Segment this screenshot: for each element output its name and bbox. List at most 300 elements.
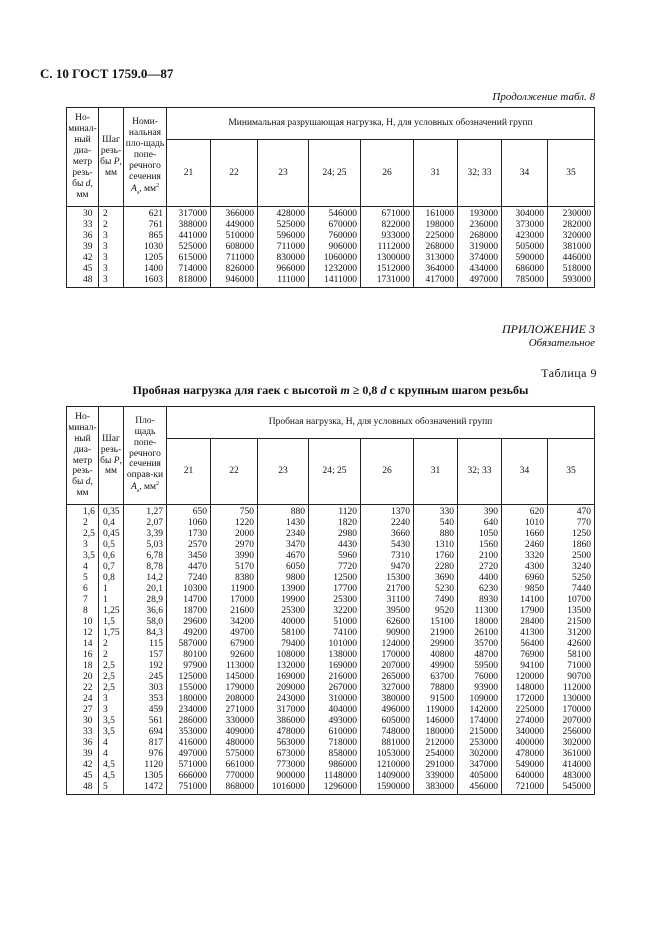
cell-load: 340000: [502, 727, 548, 738]
cell-area: 1205: [124, 253, 167, 264]
head-diameter: Но-минал-ный диа-метр резь-бы d, мм: [67, 108, 99, 207]
cell-load: 58100: [548, 650, 595, 661]
cell-load: 5170: [211, 562, 258, 573]
cell-load: 7310: [361, 551, 414, 562]
cell-load: 596000: [258, 231, 309, 242]
cell-load: 49700: [211, 628, 258, 639]
cell-load: 434000: [458, 264, 502, 275]
cell-pitch: 4: [99, 738, 124, 749]
cell-load: 59500: [458, 661, 502, 672]
cell-load: 267000: [309, 683, 361, 694]
cell-load: 18700: [167, 606, 211, 617]
cell-load: 56400: [502, 639, 548, 650]
cell-load: 661000: [211, 760, 258, 771]
cell-load: 1060000: [309, 253, 361, 264]
cell-load: 63700: [414, 672, 458, 683]
cell-load: 330000: [211, 716, 258, 727]
cell-load: 112000: [548, 683, 595, 694]
cell-load: 818000: [167, 275, 211, 287]
cell-load: 590000: [502, 253, 548, 264]
table-row: [67, 617, 595, 628]
cell-load: 125000: [167, 672, 211, 683]
cell-load: 327000: [361, 683, 414, 694]
cell-load: 120000: [502, 672, 548, 683]
cell-load: 374000: [458, 253, 502, 264]
cell-area: 1400: [124, 264, 167, 275]
cell-load: 3450: [167, 551, 211, 562]
cell-load: 62600: [361, 617, 414, 628]
cell-load: 7720: [309, 562, 361, 573]
cell-load: 3470: [258, 540, 309, 551]
head-area: Пло-щадь попе-речного сечения оправ-ки $A_s$, $мм^2$: [124, 407, 167, 505]
cell-area: 694: [124, 727, 167, 738]
cell-load: 483000: [548, 771, 595, 782]
cell-load: 198000: [414, 220, 458, 231]
cell-pitch: 3: [99, 242, 124, 253]
cell-load: 5430: [361, 540, 414, 551]
cell-area: 976: [124, 749, 167, 760]
cell-diameter: 3,5: [67, 551, 99, 562]
cell-diameter: 6: [67, 584, 99, 595]
cell-load: 268000: [414, 242, 458, 253]
cell-load: 361000: [548, 749, 595, 760]
cell-pitch: 3: [99, 275, 124, 287]
cell-load: 373000: [502, 220, 548, 231]
cell-load: 1411000: [309, 275, 361, 287]
cell-load: 145000: [211, 672, 258, 683]
cell-load: 7490: [414, 595, 458, 606]
cell-load: 721000: [502, 782, 548, 794]
cell-load: 14700: [167, 595, 211, 606]
cell-pitch: 2,5: [99, 661, 124, 672]
cell-diameter: 33: [67, 727, 99, 738]
cell-load: 470: [548, 505, 595, 518]
cell-load: 207000: [361, 661, 414, 672]
cell-diameter: 3: [67, 540, 99, 551]
cell-load: 169000: [258, 672, 309, 683]
cell-load: 1731000: [361, 275, 414, 287]
cell-load: 253000: [458, 738, 502, 749]
page-header: С. 10 ГОСТ 1759.0—87: [40, 66, 174, 81]
cell-diameter: 33: [67, 220, 99, 231]
cell-load: 180000: [414, 727, 458, 738]
cell-load: 124000: [361, 639, 414, 650]
cell-diameter: 8: [67, 606, 99, 617]
cell-load: 225000: [414, 231, 458, 242]
cell-load: 906000: [309, 242, 361, 253]
cell-load: 1053000: [361, 749, 414, 760]
cell-load: 2720: [458, 562, 502, 573]
cell-load: 78800: [414, 683, 458, 694]
cell-diameter: 30: [67, 716, 99, 727]
cell-load: 1310: [414, 540, 458, 551]
cell-load: 148000: [502, 683, 548, 694]
table-row: [67, 518, 595, 529]
cell-diameter: 4: [67, 562, 99, 573]
table-continuation-note: Продолжение табл. 8: [492, 91, 595, 103]
cell-load: 58100: [258, 628, 309, 639]
class-header-2: 22: [211, 439, 258, 505]
cell-load: 2340: [258, 529, 309, 540]
cell-load: 1050: [458, 529, 502, 540]
cell-load: 404000: [309, 705, 361, 716]
cell-load: 9470: [361, 562, 414, 573]
cell-diameter: 18: [67, 661, 99, 672]
cell-load: 5250: [548, 573, 595, 584]
head-group-title: Минимальная разрушающая нагрузка, Н, для условных обозначений групп: [167, 108, 595, 140]
cell-load: 17000: [211, 595, 258, 606]
cell-load: 291000: [414, 760, 458, 771]
cell-load: 21900: [414, 628, 458, 639]
cell-diameter: 1,6: [67, 505, 99, 518]
cell-load: 409000: [211, 727, 258, 738]
cell-load: 49200: [167, 628, 211, 639]
cell-pitch: 4,5: [99, 771, 124, 782]
cell-load: 826000: [211, 264, 258, 275]
cell-area: 6,78: [124, 551, 167, 562]
class-header-6: 31: [414, 439, 458, 505]
cell-load: 132000: [258, 661, 309, 672]
cell-load: 549000: [502, 760, 548, 771]
cell-load: 172000: [502, 694, 548, 705]
cell-load: 138000: [309, 650, 361, 661]
cell-pitch: 3: [99, 705, 124, 716]
table-row: [67, 705, 595, 716]
cell-load: 605000: [361, 716, 414, 727]
cell-load: 302000: [548, 738, 595, 749]
cell-diameter: 48: [67, 782, 99, 794]
cell-load: 2000: [211, 529, 258, 540]
cell-load: 2500: [548, 551, 595, 562]
cell-area: 1030: [124, 242, 167, 253]
table-8-body: [67, 207, 595, 288]
cell-pitch: 3,5: [99, 716, 124, 727]
cell-load: 28400: [502, 617, 548, 628]
cell-load: 946000: [211, 275, 258, 287]
cell-load: 11300: [458, 606, 502, 617]
cell-load: 493000: [309, 716, 361, 727]
cell-pitch: 2,5: [99, 672, 124, 683]
cell-load: 1120: [309, 505, 361, 518]
cell-load: 5960: [309, 551, 361, 562]
cell-pitch: 1,5: [99, 617, 124, 628]
cell-diameter: 2: [67, 518, 99, 529]
cell-load: 313000: [414, 253, 458, 264]
table-row: [67, 771, 595, 782]
cell-load: 2970: [211, 540, 258, 551]
cell-load: 14100: [502, 595, 548, 606]
cell-load: 119000: [414, 705, 458, 716]
cell-load: 8380: [211, 573, 258, 584]
cell-load: 193000: [458, 207, 502, 220]
cell-load: 282000: [548, 220, 595, 231]
cell-diameter: 14: [67, 639, 99, 650]
cell-load: 91500: [414, 694, 458, 705]
cell-area: 1305: [124, 771, 167, 782]
cell-load: 1590000: [361, 782, 414, 794]
cell-load: 26100: [458, 628, 502, 639]
cell-load: 274000: [502, 716, 548, 727]
cell-load: 161000: [414, 207, 458, 220]
cell-area: 115: [124, 639, 167, 650]
cell-load: 505000: [502, 242, 548, 253]
cell-load: 155000: [167, 683, 211, 694]
cell-load: 17700: [309, 584, 361, 595]
appendix-title: ПРИЛОЖЕНИЕ 3: [502, 322, 595, 336]
cell-area: 5,03: [124, 540, 167, 551]
cell-load: 339000: [414, 771, 458, 782]
cell-load: 2280: [414, 562, 458, 573]
cell-load: 4430: [309, 540, 361, 551]
cell-area: 353: [124, 694, 167, 705]
cell-load: 718000: [309, 738, 361, 749]
cell-area: 20,1: [124, 584, 167, 595]
table-8: [66, 107, 595, 288]
cell-load: 497000: [458, 275, 502, 287]
cell-load: 449000: [211, 220, 258, 231]
cell-load: 3240: [548, 562, 595, 573]
cell-load: 317000: [258, 705, 309, 716]
cell-load: 880: [258, 505, 309, 518]
cell-load: 545000: [548, 782, 595, 794]
cell-load: 4670: [258, 551, 309, 562]
cell-load: 25300: [309, 595, 361, 606]
cell-load: 1760: [414, 551, 458, 562]
cell-load: 76000: [458, 672, 502, 683]
cell-load: 230000: [548, 207, 595, 220]
cell-area: 157: [124, 650, 167, 661]
cell-load: 41300: [502, 628, 548, 639]
cell-diameter: 27: [67, 705, 99, 716]
cell-load: 9800: [258, 573, 309, 584]
cell-load: 2570: [167, 540, 211, 551]
table-row: [67, 562, 595, 573]
cell-load: 29900: [414, 639, 458, 650]
cell-pitch: 2: [99, 220, 124, 231]
cell-load: 525000: [167, 242, 211, 253]
cell-load: 21600: [211, 606, 258, 617]
class-header-8: 34: [502, 439, 548, 505]
table-row: [67, 529, 595, 540]
cell-load: 4470: [167, 562, 211, 573]
cell-load: 640000: [502, 771, 548, 782]
cell-load: 3320: [502, 551, 548, 562]
cell-area: 621: [124, 207, 167, 220]
cell-area: 192: [124, 661, 167, 672]
cell-diameter: 42: [67, 760, 99, 771]
cell-load: 1250: [548, 529, 595, 540]
cell-load: 711000: [258, 242, 309, 253]
cell-load: 243000: [258, 694, 309, 705]
cell-load: 174000: [458, 716, 502, 727]
cell-load: 208000: [211, 694, 258, 705]
cell-load: 770000: [211, 771, 258, 782]
table-9-body: [67, 505, 595, 795]
table-row: [67, 207, 595, 220]
table-9-label: Таблица 9: [541, 366, 597, 380]
cell-load: 6960: [502, 573, 548, 584]
cell-load: 9850: [502, 584, 548, 595]
table-row: [67, 220, 595, 231]
cell-pitch: 3: [99, 253, 124, 264]
cell-load: 320000: [548, 231, 595, 242]
table-row: [67, 650, 595, 661]
cell-load: 310000: [309, 694, 361, 705]
cell-pitch: 3: [99, 231, 124, 242]
cell-load: 40800: [414, 650, 458, 661]
appendix-status: Обязательное: [528, 337, 595, 349]
cell-load: 933000: [361, 231, 414, 242]
cell-load: 6050: [258, 562, 309, 573]
cell-load: 563000: [258, 738, 309, 749]
cell-pitch: 1: [99, 595, 124, 606]
cell-area: 1120: [124, 760, 167, 771]
cell-load: 6230: [458, 584, 502, 595]
cell-load: 510000: [211, 231, 258, 242]
cell-load: 79400: [258, 639, 309, 650]
cell-load: 92600: [211, 650, 258, 661]
table-row: [67, 683, 595, 694]
cell-load: 215000: [458, 727, 502, 738]
cell-load: 593000: [548, 275, 595, 287]
cell-load: 304000: [502, 207, 548, 220]
table-row: [67, 505, 595, 518]
cell-load: 225000: [502, 705, 548, 716]
table-row: [67, 551, 595, 562]
table-row: [67, 694, 595, 705]
cell-load: 347000: [458, 760, 502, 771]
cell-load: 714000: [167, 264, 211, 275]
cell-load: 170000: [361, 650, 414, 661]
table-9: [66, 406, 595, 795]
cell-load: 3660: [361, 529, 414, 540]
table-row: [67, 738, 595, 749]
cell-area: 3,39: [124, 529, 167, 540]
cell-load: 364000: [414, 264, 458, 275]
cell-load: 1370: [361, 505, 414, 518]
cell-pitch: 2: [99, 650, 124, 661]
cell-load: 1010: [502, 518, 548, 529]
cell-load: 353000: [167, 727, 211, 738]
cell-load: 417000: [414, 275, 458, 287]
cell-load: 265000: [361, 672, 414, 683]
cell-load: 900000: [258, 771, 309, 782]
cell-load: 366000: [211, 207, 258, 220]
cell-load: 666000: [167, 771, 211, 782]
table-row: [67, 782, 595, 794]
cell-diameter: 39: [67, 749, 99, 760]
cell-diameter: 48: [67, 275, 99, 287]
class-header-6: 31: [414, 140, 458, 207]
cell-load: 12500: [309, 573, 361, 584]
cell-load: 540: [414, 518, 458, 529]
cell-load: 1860: [548, 540, 595, 551]
table-row: [67, 573, 595, 584]
cell-load: 1210000: [361, 760, 414, 771]
cell-pitch: 1: [99, 584, 124, 595]
cell-load: 169000: [309, 661, 361, 672]
cell-load: 2100: [458, 551, 502, 562]
cell-load: 180000: [167, 694, 211, 705]
table-row: [67, 749, 595, 760]
cell-load: 51000: [309, 617, 361, 628]
cell-load: 1512000: [361, 264, 414, 275]
cell-diameter: 12: [67, 628, 99, 639]
cell-pitch: 4,5: [99, 760, 124, 771]
cell-load: 4400: [458, 573, 502, 584]
cell-load: 386000: [258, 716, 309, 727]
class-header-9: 35: [548, 439, 595, 505]
cell-diameter: 22: [67, 683, 99, 694]
cell-load: 9520: [414, 606, 458, 617]
cell-area: 459: [124, 705, 167, 716]
cell-load: 686000: [502, 264, 548, 275]
cell-pitch: 2: [99, 207, 124, 220]
cell-load: 330: [414, 505, 458, 518]
cell-load: 1016000: [258, 782, 309, 794]
cell-load: 423000: [502, 231, 548, 242]
cell-load: 15300: [361, 573, 414, 584]
table-9-title: Пробная нагрузка для гаек с высотой m ≥ 0,8 d с крупным шагом резьбы: [132, 383, 529, 397]
cell-pitch: 0,35: [99, 505, 124, 518]
cell-load: 380000: [361, 694, 414, 705]
class-header-3: 23: [258, 140, 309, 207]
cell-load: 673000: [258, 749, 309, 760]
cell-load: 868000: [211, 782, 258, 794]
cell-diameter: 42: [67, 253, 99, 264]
table-row: [67, 727, 595, 738]
cell-diameter: 45: [67, 771, 99, 782]
cell-load: 381000: [548, 242, 595, 253]
cell-load: 216000: [309, 672, 361, 683]
cell-area: 303: [124, 683, 167, 694]
cell-load: 21700: [361, 584, 414, 595]
cell-load: 620: [502, 505, 548, 518]
cell-load: 1820: [309, 518, 361, 529]
cell-load: 109000: [458, 694, 502, 705]
cell-area: 2,07: [124, 518, 167, 529]
cell-load: 478000: [502, 749, 548, 760]
cell-load: 32200: [309, 606, 361, 617]
cell-pitch: 0,8: [99, 573, 124, 584]
table-row: [67, 584, 595, 595]
cell-load: 113000: [211, 661, 258, 672]
cell-load: 49900: [414, 661, 458, 672]
cell-load: 671000: [361, 207, 414, 220]
cell-load: 34200: [211, 617, 258, 628]
cell-load: 71000: [548, 661, 595, 672]
cell-load: 319000: [458, 242, 502, 253]
cell-load: 268000: [458, 231, 502, 242]
cell-load: 11900: [211, 584, 258, 595]
cell-load: 830000: [258, 253, 309, 264]
cell-area: 36,6: [124, 606, 167, 617]
cell-load: 2460: [502, 540, 548, 551]
cell-load: 10700: [548, 595, 595, 606]
cell-diameter: 2,5: [67, 529, 99, 540]
cell-diameter: 36: [67, 738, 99, 749]
cell-load: 80100: [167, 650, 211, 661]
cell-diameter: 24: [67, 694, 99, 705]
cell-pitch: 0,7: [99, 562, 124, 573]
cell-load: 400000: [502, 738, 548, 749]
cell-load: 15100: [414, 617, 458, 628]
cell-pitch: 3,5: [99, 727, 124, 738]
cell-load: 1220: [211, 518, 258, 529]
cell-area: 817: [124, 738, 167, 749]
cell-load: 7240: [167, 573, 211, 584]
table-row: [67, 716, 595, 727]
